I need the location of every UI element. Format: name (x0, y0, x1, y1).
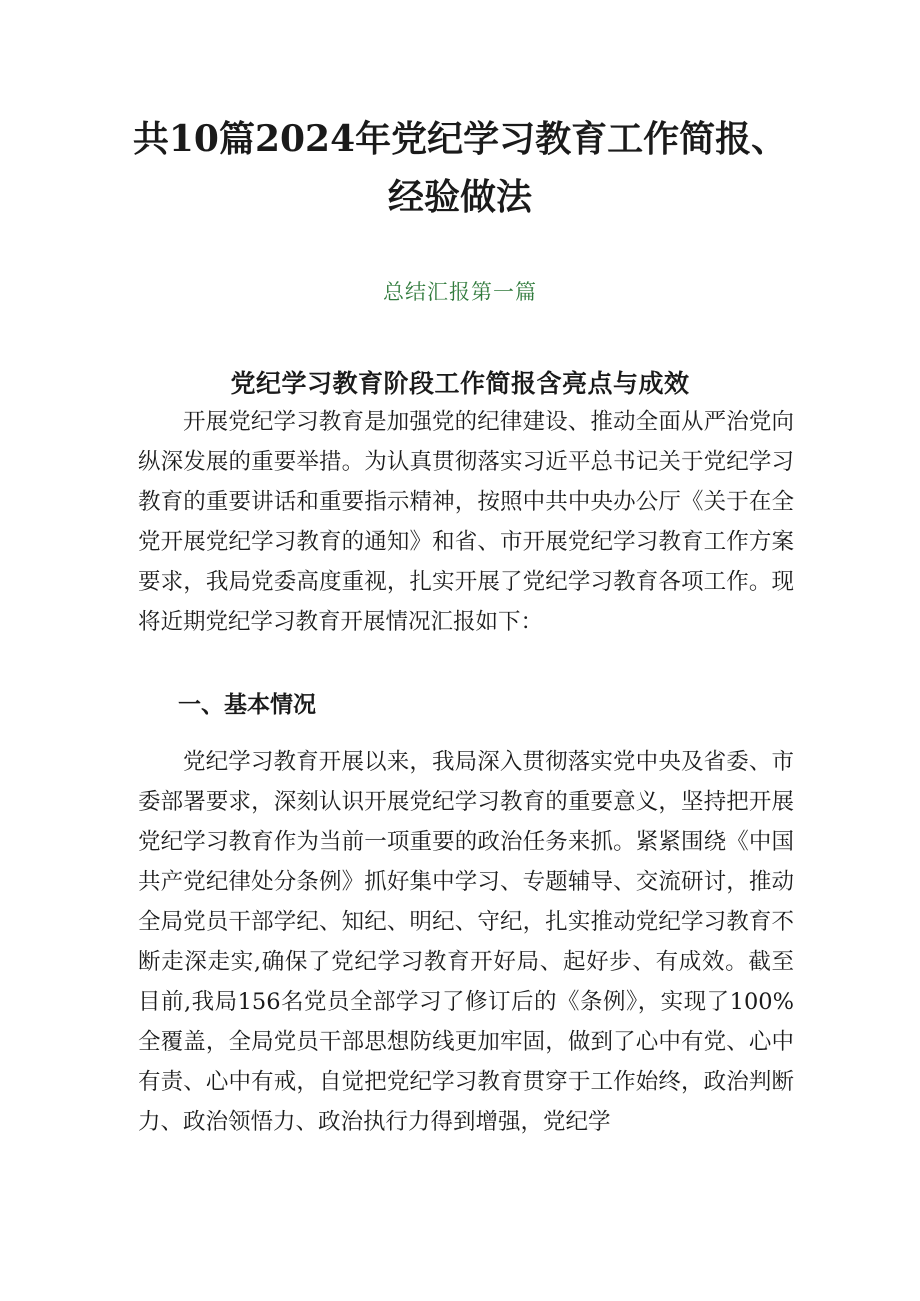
document-title-line-2: 经验做法 (387, 176, 532, 218)
basic-situation-paragraph: 党纪学习教育开展以来，我局深入贯彻落实党中央及省委、市委部署要求，深刻认识开展党纪学习教育的重要意义，坚持把开展党纪学习教育作为当前一项重要的政治任务来抓。紧紧围绕《中国共产党纪律处分条例》抓好集中学习、专题辅导、交流研讨，推动全局党员干部学纪、知纪、明纪、守纪，扎实推动党纪学习教育不断走深走实,确保了党纪学习教育开好局、起好步、有成效。截至目前,我局156名党员全部学习了修订后的《条例》，实现了100%全覆盖，全局党员干部思想防线更加牢固，做到了心中有党、心中有责、心中有戒，自觉把党纪学习教育贯穿于工作始终，政治判断力、政治领悟力、政治执行力得到增强，党纪学 (138, 749, 794, 1135)
article-title: 党纪学习教育阶段工作简报含亮点与成效 (230, 368, 690, 398)
intro-paragraph: 开展党纪学习教育是加强党的纪律建设、推动全面从严治党向纵深发展的重要举措。为认真贯彻落实习近平总书记关于党纪学习教育的重要讲话和重要指示精神，按照中共中央办公厅《关于在全党开展党纪学习教育的通知》和省、市开展党纪学习教育工作方案要求，我局党委高度重视，扎实开展了党纪学习教育各项工作。现将近期党纪学习教育开展情况汇报如下： (138, 409, 794, 635)
document-title (0, 110, 920, 226)
section-heading-basic-situation: 一、基本情况 (178, 692, 316, 718)
section-label: 总结汇报第一篇 (383, 280, 537, 304)
document-title-line-1: 共10篇2024年党纪学习教育工作简报、 (132, 118, 788, 160)
